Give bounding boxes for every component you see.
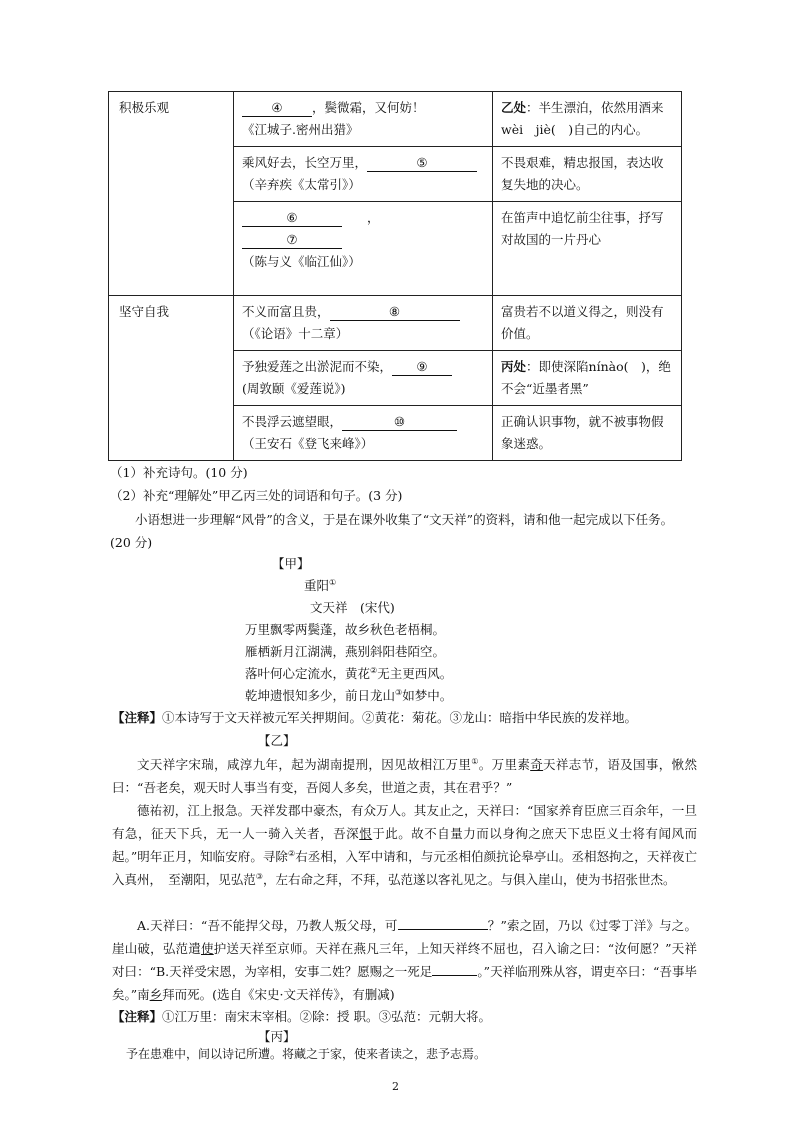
verse-source: (周敦颐《爱莲说》) bbox=[242, 381, 346, 396]
poem-line: 雁栖新月江湖满，燕别斜阳巷陌空。 bbox=[245, 644, 446, 659]
text: 文天祥字宋瑞，咸淳九年，起为湖南提刑，因见故相江万里 bbox=[137, 757, 472, 772]
poem-author: 文天祥 (宋代) bbox=[310, 600, 395, 615]
text: 护送天祥至京师。天祥在燕凡三年，上知天祥终不屈也，召入谕之曰：“汝何愿？”天祥对曰：“B.天祥受宋恩，为宰相，安事二姓？愿赐之一死足 bbox=[112, 941, 697, 979]
poem-title bbox=[304, 575, 336, 597]
text: 于此。故不自量力而以身徇之庶天下忠臣义士将有闻风而起。”明年正月，知临安府。寻除 bbox=[112, 826, 697, 864]
poem-line-text: 乾坤遗恨知多少，前日龙山 bbox=[245, 688, 396, 703]
note-label: 乙处 bbox=[501, 100, 527, 115]
verse-cell bbox=[234, 147, 493, 202]
bing-text: 予在患难中，间以诗记所遭。将藏之于家，使来者读之，悲予志焉。 bbox=[126, 1047, 487, 1061]
answer-blank bbox=[432, 975, 477, 976]
text: 。万里素 bbox=[478, 757, 531, 772]
footnote: ③ bbox=[255, 871, 263, 881]
yi-paragraph-3 bbox=[112, 914, 697, 1006]
jia-note bbox=[112, 707, 637, 729]
note-text: ：半生漂泊，依然用酒来wèi jiè( )自己的内心。 bbox=[501, 100, 664, 137]
verse-text: ， bbox=[367, 210, 374, 225]
verse-cell bbox=[234, 202, 493, 296]
category-cell: 坚守自我 bbox=[109, 296, 234, 461]
blank-8: ⑧ bbox=[330, 304, 460, 321]
section-jia-heading: 【甲】 bbox=[272, 556, 310, 571]
question-1: （1）补充诗句。(10 分) bbox=[110, 465, 248, 480]
text: ，左右命之拜，不拜，弘范遂以客礼见之。与俱入崖山，使为书招张世杰。 bbox=[262, 872, 676, 887]
blank-7: ⑦ bbox=[242, 232, 342, 249]
verse-cell bbox=[234, 92, 493, 147]
text: 。”天祥临刑殊从容，谓吏卒曰：“吾事毕矣。”南 bbox=[112, 964, 697, 1002]
underlined-word: 使 bbox=[200, 941, 214, 956]
underlined-word: 乡 bbox=[149, 987, 163, 1002]
poem-line-text: 落叶何心定流水，黄花 bbox=[245, 666, 371, 681]
footnote: ② bbox=[288, 848, 296, 858]
blank-9: ⑨ bbox=[392, 359, 452, 376]
verse-source: （《论语》十二章） bbox=[242, 326, 349, 341]
text: 拜而死。(选自《宋史·文天祥传》，有删减) bbox=[162, 987, 395, 1002]
note-label: 【注释】 bbox=[112, 1009, 163, 1024]
note-label: 丙处 bbox=[501, 359, 527, 374]
text: ？”索之固，乃以《过零丁洋》与之。崖山破，弘范遣 bbox=[112, 918, 697, 956]
blank-5: ⑤ bbox=[367, 155, 477, 172]
note-cell bbox=[493, 351, 682, 406]
poetry-table bbox=[108, 91, 682, 461]
blank-6: ⑥ bbox=[242, 210, 342, 227]
note-cell bbox=[493, 92, 682, 147]
note-text: ①江万里：南宋末宰相。②除：授 职。③弘范：元朝大将。 bbox=[162, 1009, 491, 1024]
blank-10: ⑩ bbox=[342, 414, 457, 431]
note-cell: 富贵若不以道义得之，则没有价值。 bbox=[493, 296, 682, 351]
verse-source: （王安石《登飞来峰》） bbox=[242, 436, 374, 451]
text: 德祐初，江上报急。天祥发郡中豪杰，有众万人。其友止之，天祥曰：“国家养育臣庶三百余年，一旦有急，征天下兵，无一人一骑入关者，吾深 bbox=[112, 803, 697, 841]
yi-note bbox=[112, 1006, 491, 1028]
underlined-word: 奇 bbox=[530, 757, 544, 772]
section-bing-heading: 【丙】 bbox=[258, 1029, 296, 1044]
poem-line bbox=[245, 685, 452, 707]
verse-text: 乘风好去，长空万里， bbox=[242, 155, 368, 170]
poem-line: 万里飘零两鬓蓬，故乡秋色老梧桐。 bbox=[245, 622, 446, 637]
verse-source: （辛弃疾《太常引》） bbox=[242, 177, 361, 192]
verse-text: 不义而富且贵， bbox=[242, 304, 330, 319]
poem-title-footnote: ① bbox=[329, 577, 337, 587]
poem-line-text: 无主更西风。 bbox=[377, 666, 453, 681]
yi-paragraph-2 bbox=[112, 799, 697, 891]
note-text: ：即使深陷nínào( )，绝不会“近墨者黑” bbox=[501, 359, 671, 396]
verse-source: （陈与义《临江仙》） bbox=[242, 254, 361, 269]
poem-footnote: ② bbox=[370, 665, 378, 675]
underlined-word: 恨 bbox=[359, 826, 373, 841]
note-cell: 不畏艰难，精忠报国，表达收复失地的决心。 bbox=[493, 147, 682, 202]
note-text: ①本诗写于文天祥被元军关押期间。②黄花：菊花。③龙山：暗指中华民族的发祥地。 bbox=[162, 710, 638, 725]
task-intro: 小语想进一步理解“风骨”的含义，于是在课外收集了“文天祥”的资料，请和他一起完成以下任务。(20 分) bbox=[110, 512, 674, 550]
page-number: 2 bbox=[392, 1080, 399, 1093]
verse-cell bbox=[234, 351, 493, 406]
section-yi-heading: 【乙】 bbox=[258, 733, 296, 748]
yi-paragraph-1 bbox=[112, 753, 697, 799]
poem-footnote: ③ bbox=[395, 687, 403, 697]
text: 右丞相，入军中请和，与元丞相伯颜抗论皋亭山。丞相怒拘之，天祥夜亡入真州， 至潮阳，见弘范 bbox=[112, 849, 697, 887]
verse-text: 予独爱莲之出淤泥而不染， bbox=[242, 359, 393, 374]
note-label: 【注释】 bbox=[112, 710, 163, 725]
note-cell: 正确认识事物，就不被事物假象迷惑。 bbox=[493, 406, 682, 461]
verse-cell bbox=[234, 406, 493, 461]
category-cell: 积极乐观 bbox=[109, 92, 234, 296]
verse-text: ，鬓微霜，又何妨！ bbox=[312, 100, 425, 115]
footnote: ① bbox=[471, 756, 479, 766]
poem-line bbox=[245, 663, 452, 685]
poem-line-text: 如梦中。 bbox=[402, 688, 453, 703]
text: A.天祥曰：“吾不能捍父母，乃教人叛父母，可 bbox=[137, 918, 398, 933]
question-2: （2）补充“理解处”甲乙丙三处的词语和句子。(3 分) bbox=[110, 488, 403, 503]
answer-blank bbox=[398, 929, 488, 930]
text: 天祥志节，语及国事，愀然曰：“吾老矣，观天时人事当有变，吾阅人多矣，世道之责，其在君乎？” bbox=[112, 757, 697, 795]
poem-title-text: 重阳 bbox=[304, 578, 330, 593]
verse-source: 《江城子.密州出猎》 bbox=[242, 122, 359, 137]
verse-text: 不畏浮云遮望眼， bbox=[242, 414, 343, 429]
note-cell: 在笛声中追忆前尘往事，抒写对故国的一片丹心 bbox=[493, 202, 682, 296]
verse-cell bbox=[234, 296, 493, 351]
blank-4: ④ bbox=[242, 100, 312, 117]
